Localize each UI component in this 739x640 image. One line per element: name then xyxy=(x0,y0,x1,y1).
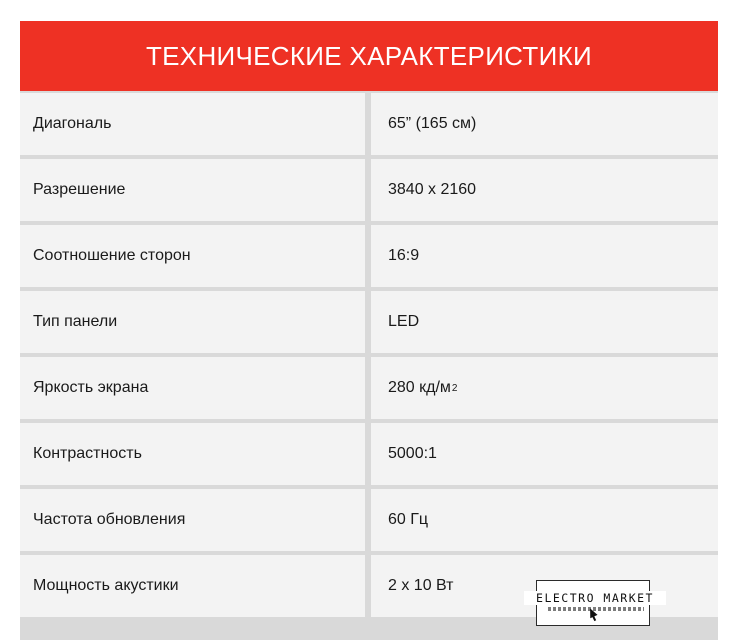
table-row xyxy=(20,489,718,551)
table-title: ТЕХНИЧЕСКИЕ ХАРАКТЕРИСТИКИ xyxy=(145,40,593,71)
spec-value: 2 x 10 Вт xyxy=(371,555,718,617)
spec-value-text: 280 кд/м xyxy=(388,379,451,396)
table-row xyxy=(20,225,718,287)
spec-value xyxy=(371,357,718,419)
table-row xyxy=(20,423,718,485)
table-row xyxy=(20,291,718,353)
spec-label: Соотношение сторон xyxy=(20,225,365,287)
logo: ELECTRO MARKET xyxy=(524,591,666,605)
spec-value: 60 Гц xyxy=(371,489,718,551)
table-header xyxy=(20,21,718,91)
table-row xyxy=(20,357,718,419)
spec-value: 16:9 xyxy=(371,225,718,287)
logo-subline xyxy=(548,607,644,611)
spec-label: Диагональ xyxy=(20,93,365,155)
spec-value: 65” (165 см) xyxy=(371,93,718,155)
table-row xyxy=(20,159,718,221)
spec-label: Контрастность xyxy=(20,423,365,485)
spec-value: LED xyxy=(371,291,718,353)
spec-label: Тип панели xyxy=(20,291,365,353)
spec-value: 5000:1 xyxy=(371,423,718,485)
spec-label: Яркость экрана xyxy=(20,357,365,419)
table-row xyxy=(20,93,718,155)
spec-label: Мощность акустики xyxy=(20,555,365,617)
spec-table xyxy=(20,21,718,640)
superscript: 2 xyxy=(451,382,458,394)
spec-label: Разрешение xyxy=(20,159,365,221)
spec-label: Частота обновления xyxy=(20,489,365,551)
spec-value: 3840 x 2160 xyxy=(371,159,718,221)
